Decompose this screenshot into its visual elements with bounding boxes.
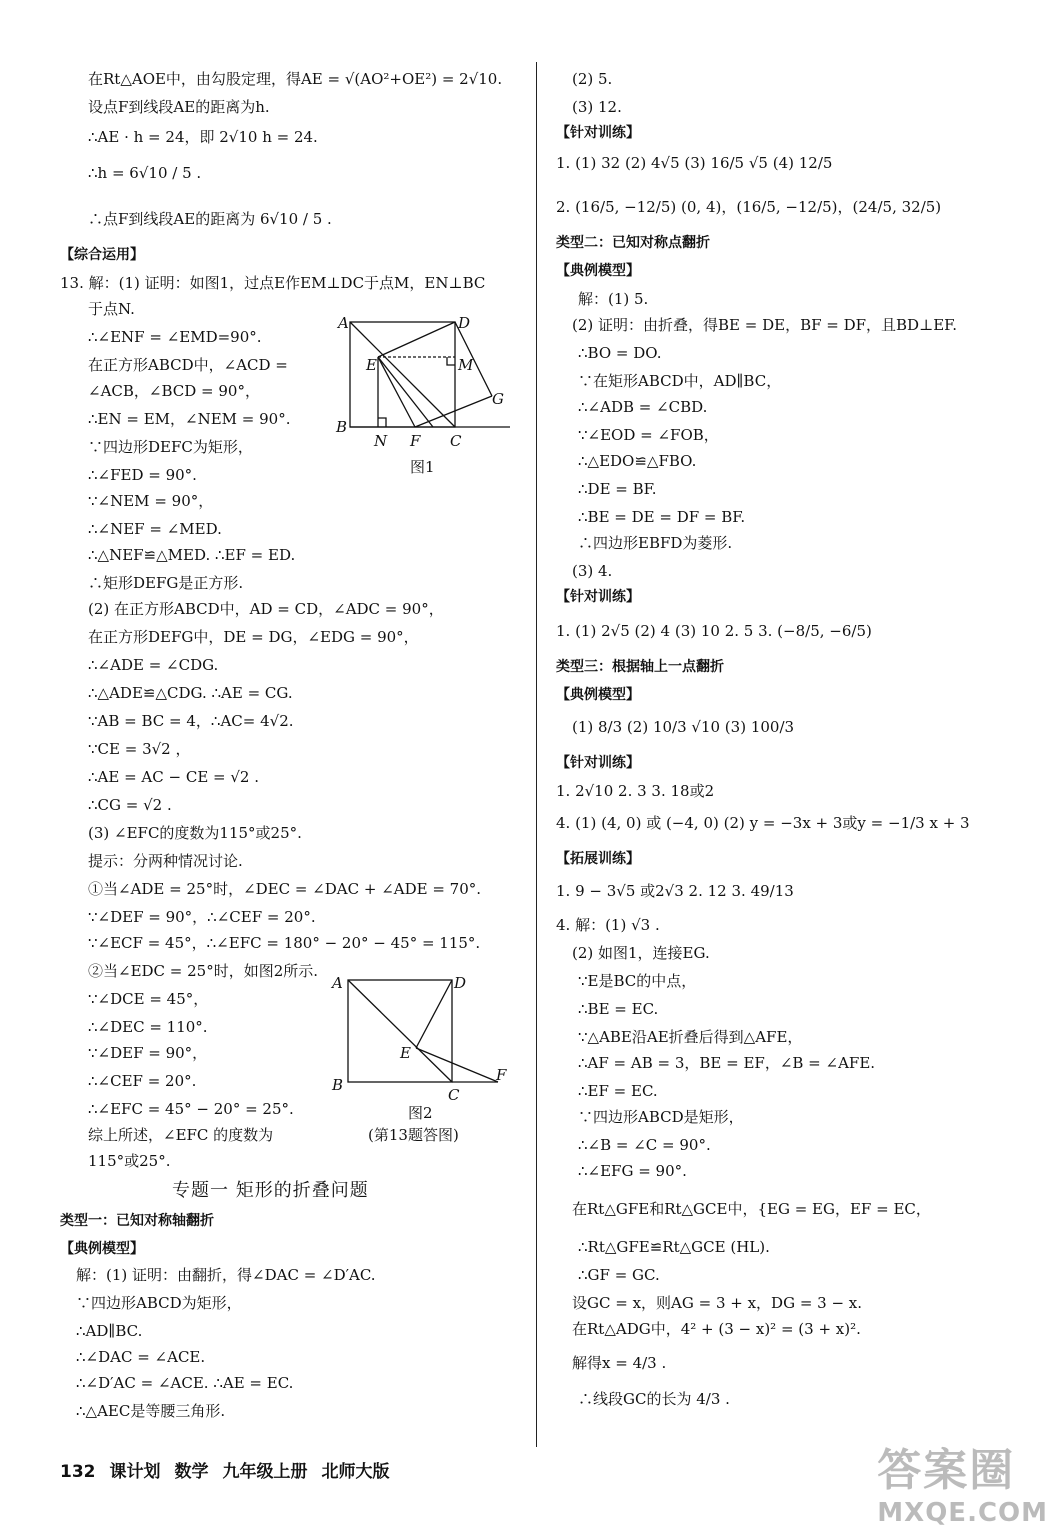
left-text-line: ∴CG = √2 . [88,796,172,814]
right-text-line: 4. (1) (4, 0) 或 (−4, 0) (2) y = −3x + 3或y = −1/3 x + 3 [556,814,970,832]
right-text-line: (2) 5. [572,70,613,88]
watermark-url: MXQE.COM [877,1498,1048,1528]
left-text-line: ①当∠ADE = 25°时，∠DEC = ∠DAC + ∠ADE = 70°. [88,880,482,898]
right-text-line: ∴Rt△GFE≌Rt△GCE (HL). [578,1238,770,1256]
edition: 北师大版 [321,1462,390,1482]
fig1-label-n: N [374,432,388,450]
right-heading: 【针对训练】 [556,589,640,605]
left-text-line: ∴∠D′AC = ∠ACE. ∴AE = EC. [76,1374,294,1392]
left-text-line: ∴∠ADE = ∠CDG. [88,656,219,674]
left-text-line: ∴∠NEF = ∠MED. [88,520,222,538]
right-text-line: ∴四边形EBFD为菱形. [578,534,733,552]
subject: 数学 [174,1462,209,1482]
left-text-line: ∴AE = AC − CE = √2 . [88,768,260,786]
fig1-label-g: G [492,390,504,408]
right-text-line: ∵E是BC的中点， [578,972,697,990]
right-text-line: ∴DE = BF. [578,480,657,498]
right-heading: 类型三：根据轴上一点翻折 [556,659,724,675]
left-text-line: 提示：分两种情况讨论. [88,852,243,870]
right-text-line: ∵∠EOD = ∠FOB， [578,426,719,444]
right-text-line: 解得x = 4/3 . [572,1354,667,1372]
right-text-line: ∴GF = GC. [578,1266,660,1284]
left-text-line: ∴∠EFC = 45° − 20° = 25°. [88,1100,294,1118]
left-text-line: ∴∠FED = 90°. [88,466,197,484]
right-text-line: 2. (16/5, −12/5) (0, 4)，(16/5, −12/5)，(24/5, 32/5) [556,198,942,216]
right-text-line: ∴EF = EC. [578,1082,658,1100]
fig1-label-b: B [336,418,348,436]
left-text-line: ∵四边形DEFC为矩形， [88,438,253,456]
left-text-line: ∴△NEF≌△MED. ∴EF = ED. [88,546,296,564]
left-text-line: ②当∠EDC = 25°时，如图2所示. [88,962,319,980]
left-text-line: ∵∠DEF = 90°， [88,1044,208,1062]
right-heading: 类型二：已知对称点翻折 [556,235,710,251]
right-text-line: 在Rt△ADG中，4² + (3 − x)² = (3 + x)². [572,1320,861,1338]
right-text-line: 解：(1) 5. [578,290,649,308]
left-text-line: ∴∠DEC = 110°. [88,1018,208,1036]
left-text-line: ∵CE = 3√2 ， [88,740,191,758]
left-heading: 【综合运用】 [60,247,144,263]
left-text-line: 于点N. [88,300,135,318]
left-text-line: 13. 解：(1) 证明：如图1，过点E作EM⊥DC于点M，EN⊥BC [60,274,486,292]
right-text-line: (3) 4. [572,562,613,580]
right-text-line: ∴△EDO≌△FBO. [578,452,697,470]
figure-2 [330,970,520,1144]
right-text-line: ∴BO = DO. [578,344,662,362]
right-text-line: 1. 9 − 3√5 或2√3 2. 12 3. 49/13 [556,882,794,900]
left-text-line: 设点F到线段AE的距离为h. [88,98,270,116]
fig2-label-a: A [332,974,343,992]
right-text-line: ∵△ABE沿AE折叠后得到△AFE， [578,1028,803,1046]
fig1-label-m: M [458,356,474,374]
fig1-label-c: C [450,432,462,450]
left-text-line: ∠ACB，∠BCD = 90°， [88,382,260,400]
fig1-caption: 图1 [410,458,435,476]
right-text-line: 1. 2√10 2. 3 3. 18或2 [556,782,715,800]
fig2-caption: 图2 [408,1104,433,1122]
left-text-line: ∴点F到线段AE的距离为 6√10 / 5 . [88,210,332,228]
right-heading: 【拓展训练】 [556,851,640,867]
left-text-line: ∴∠CEF = 20°. [88,1072,197,1090]
fig2-label-b: B [332,1076,344,1094]
right-text-line: 1. (1) 2√5 (2) 4 (3) 10 2. 5 3. (−8/5, −6/5) [556,622,872,640]
left-text-line: 在正方形DEFG中，DE = DG，∠EDG = 90°， [88,628,419,646]
fig1-label-a: A [338,314,349,332]
left-text-line: ∴△ADE≌△CDG. ∴AE = CG. [88,684,293,702]
fig1-label-d: D [458,314,471,332]
right-heading: 【典例模型】 [556,687,640,703]
right-heading: 【针对训练】 [556,755,640,771]
right-text-line: (2) 如图1，连接EG. [572,944,710,962]
fig2-label-c: C [448,1086,460,1104]
left-text-line: 在正方形ABCD中，∠ACD = [88,356,288,374]
left-heading: 【典例模型】 [60,1241,144,1257]
left-text-line: (2) 在正方形ABCD中，AD = CD，∠ADC = 90°， [88,600,444,618]
left-text-line: ∵∠ECF = 45°，∴∠EFC = 180° − 20° − 45° = 115°. [88,934,481,952]
left-text-line: ∴AD∥BC. [76,1322,143,1340]
right-text-line: ∴线段GC的长为 4/3 . [578,1390,730,1408]
left-text-line: ∵∠DCE = 45°， [88,990,209,1008]
left-text-line: 115°或25°. [88,1152,171,1170]
left-text-line: ∵四边形ABCD为矩形， [76,1294,242,1312]
right-text-line: ∴BE = DE = DF = BF. [578,508,746,526]
left-text-line: ∴矩形DEFG是正方形. [88,574,244,592]
left-text-line: ∴h = 6√10 / 5 . [88,164,202,182]
right-text-line: ∵四边形ABCD是矩形， [578,1108,744,1126]
right-text-line: 设GC = x，则AG = 3 + x，DG = 3 − x. [572,1294,863,1312]
section-title: 专题一 矩形的折叠问题 [172,1180,369,1201]
book-name: 课计划 [109,1462,161,1482]
right-text-line: (2) 证明：由折叠，得BE = DE，BF = DF，且BD⊥EF. [572,316,957,334]
fig1-label-e: E [366,356,377,374]
fig2-subcaption: (第13题答图) [368,1126,459,1144]
left-heading: 类型一：已知对称轴翻折 [60,1213,214,1229]
watermark-text: 答案圈 [877,1445,1016,1496]
left-text-line: 解：(1) 证明：由翻折，得∠DAC = ∠D′AC. [76,1266,376,1284]
left-text-line: 在Rt△AOE中，由勾股定理，得AE = √(AO²+OE²) = 2√10. [88,70,503,88]
right-text-line: ∴∠EFG = 90°. [578,1162,687,1180]
grade: 九年级上册 [222,1462,308,1482]
fig2-label-d: D [454,974,467,992]
right-text-line: 4. 解：(1) √3 . [556,916,660,934]
fig1-label-f: F [410,432,421,450]
column-divider [536,62,537,1447]
left-text-line: ∴∠ENF = ∠EMD=90°. [88,328,262,346]
left-text-line: (3) ∠EFC的度数为115°或25°. [88,824,302,842]
right-heading: 【针对训练】 [556,125,640,141]
right-text-line: 1. (1) 32 (2) 4√5 (3) 16/5 √5 (4) 12/5 [556,154,833,172]
right-text-line: (1) 8/3 (2) 10/3 √10 (3) 100/3 [572,718,795,736]
left-text-line: ∴∠DAC = ∠ACE. [76,1348,206,1366]
page-number: 132 [60,1462,96,1482]
left-text-line: ∴EN = EM，∠NEM = 90°. [88,410,291,428]
right-text-line: ∴AF = AB = 3，BE = EF，∠B = ∠AFE. [578,1054,876,1072]
page-footer [60,1457,404,1482]
right-text-line: ∴∠B = ∠C = 90°. [578,1136,711,1154]
right-text-line: ∴∠ADB = ∠CBD. [578,398,708,416]
right-heading: 【典例模型】 [556,263,640,279]
right-text-line: 在Rt△GFE和Rt△GCE中，{EG = EG，EF = EC， [572,1200,931,1218]
figure-1 [330,310,520,484]
left-text-line: ∴△AEC是等腰三角形. [76,1402,226,1420]
fig2-label-e: E [400,1044,411,1062]
right-text-line: ∴BE = EC. [578,1000,659,1018]
left-text-line: ∴AE · h = 24，即 2√10 h = 24. [88,128,318,146]
left-text-line: 综上所述，∠EFC 的度数为 [88,1126,274,1144]
left-text-line: ∵AB = BC = 4，∴AC= 4√2. [88,712,294,730]
watermark [877,1434,1048,1528]
left-text-line: ∵∠DEF = 90°，∴∠CEF = 20°. [88,908,316,926]
right-text-line: (3) 12. [572,98,622,116]
left-text-line: ∵∠NEM = 90°， [88,492,214,510]
right-text-line: ∵在矩形ABCD中，AD∥BC， [578,372,782,390]
fig2-label-f: F [496,1066,507,1084]
